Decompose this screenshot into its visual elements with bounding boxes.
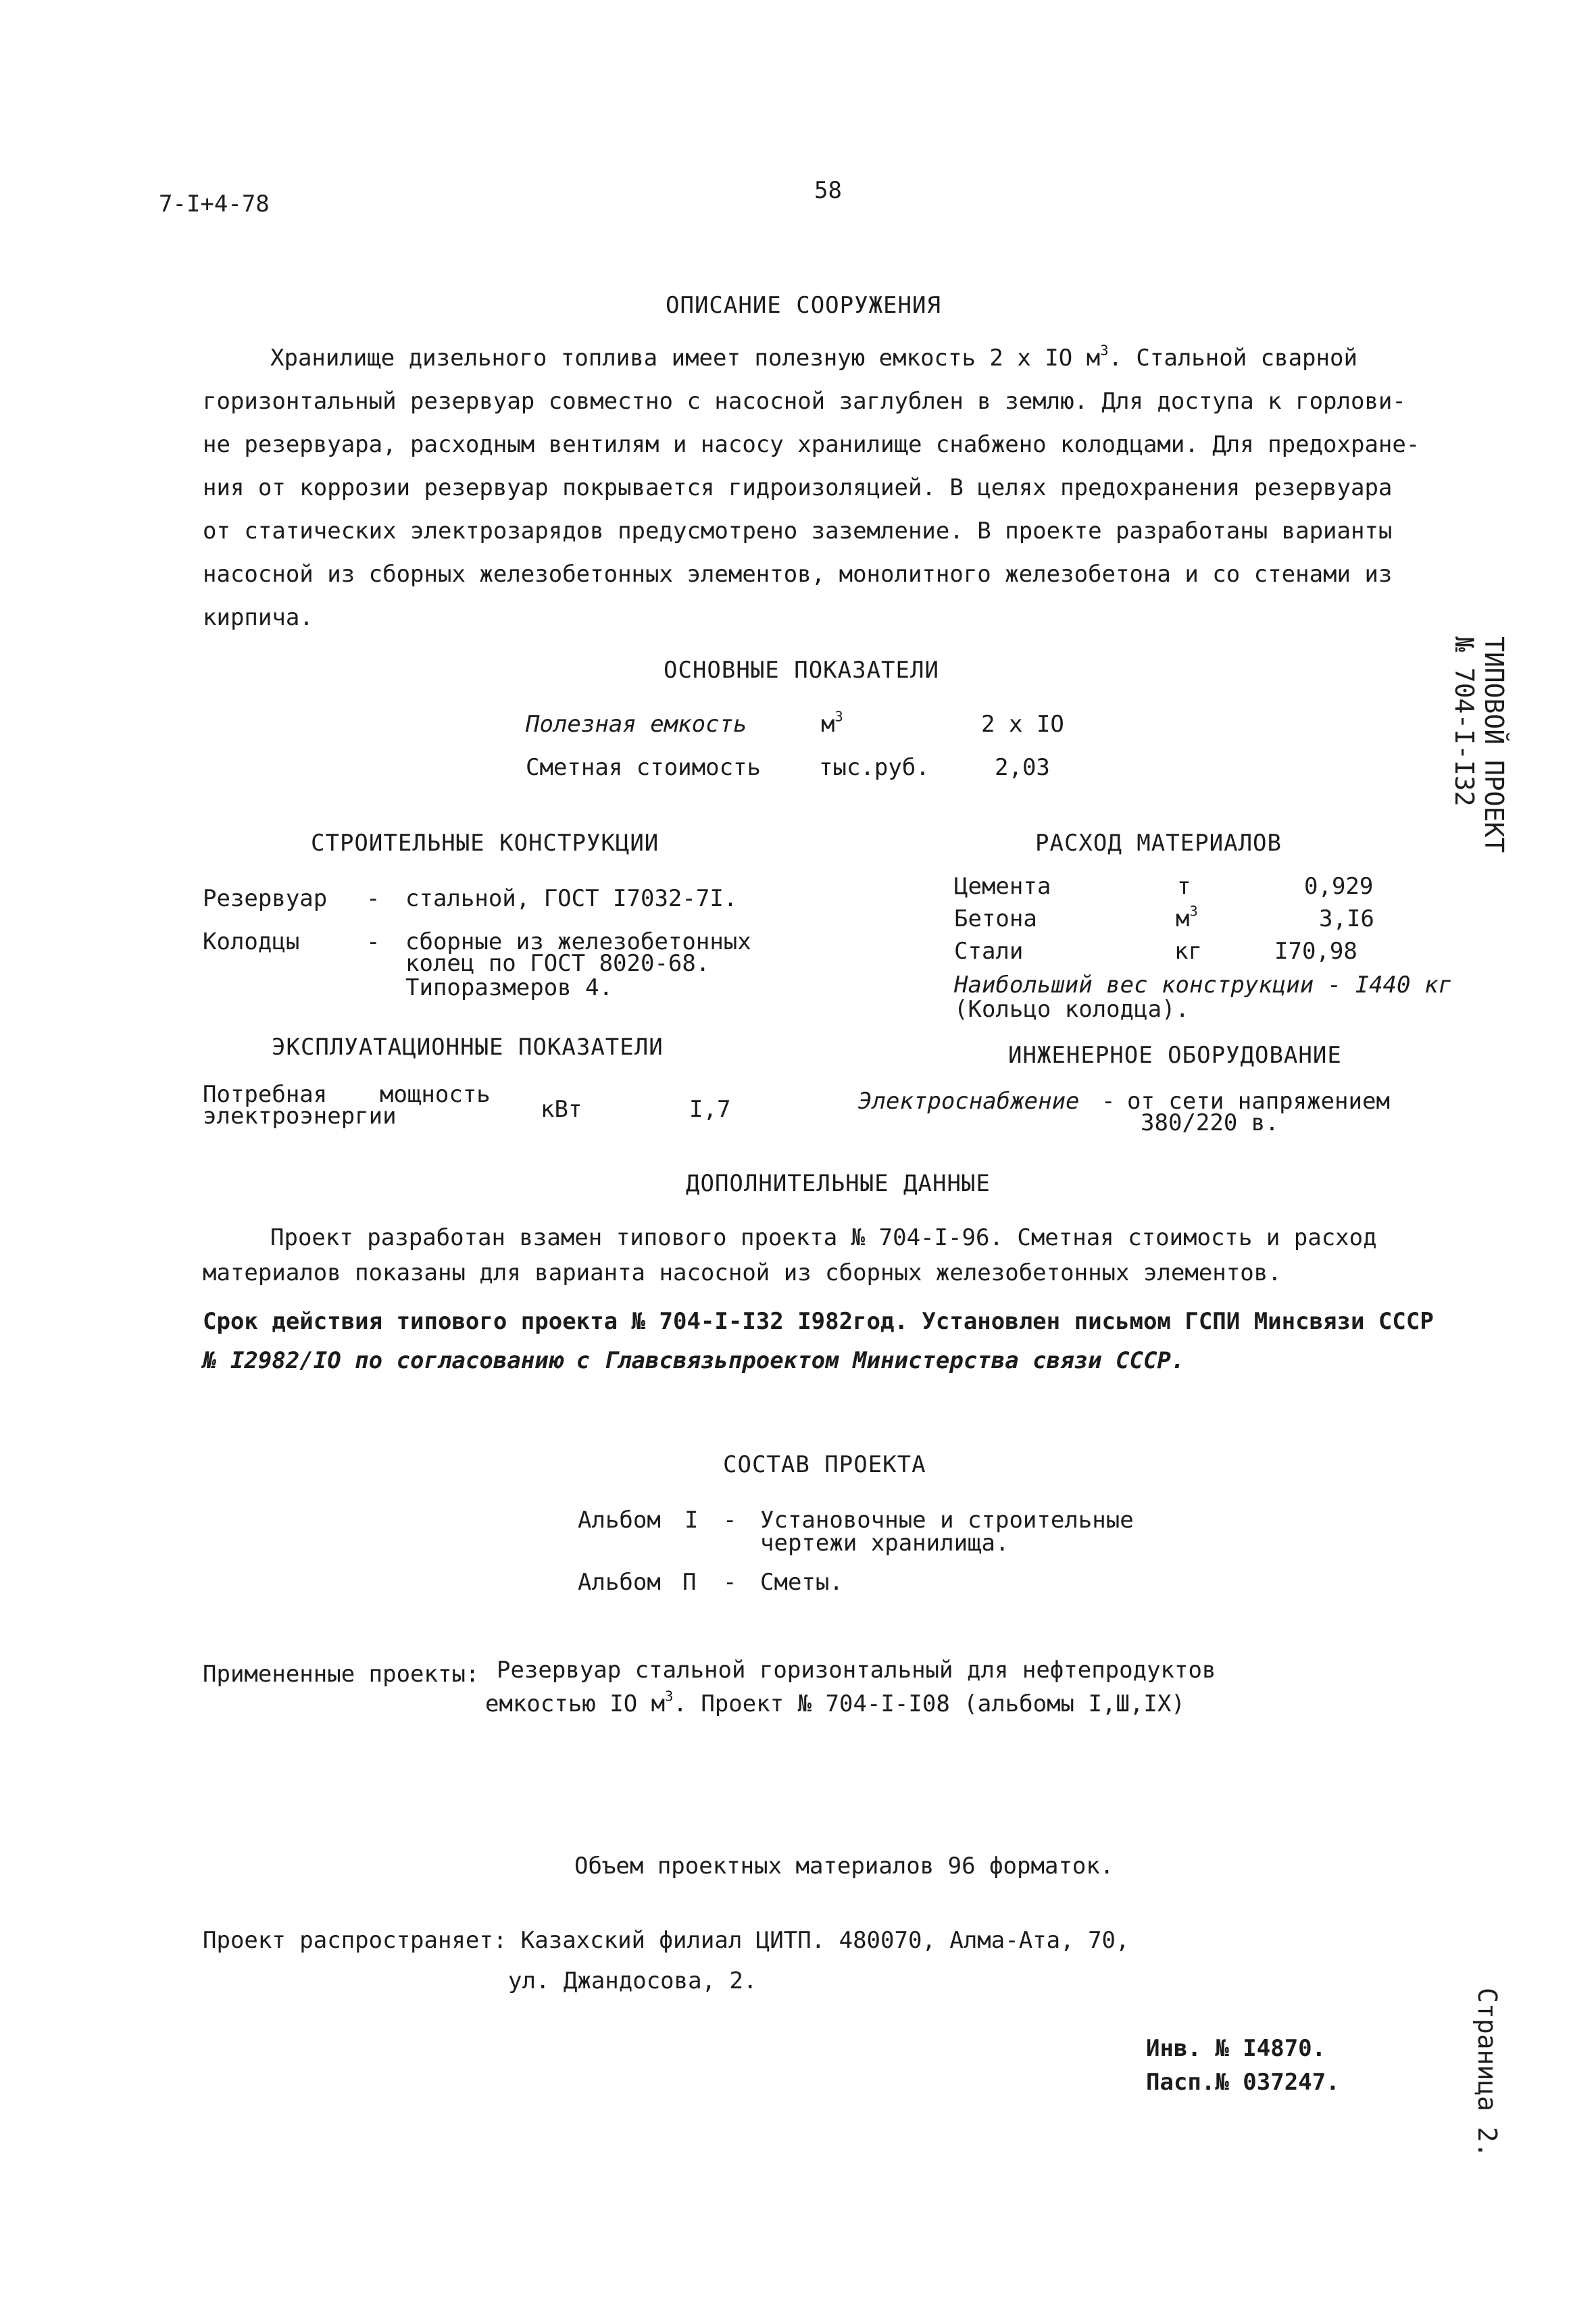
project-stamp-line2: № 704-I-I32 [1449, 636, 1480, 807]
construction-value: стальной, ГОСТ I7032-7I. [405, 885, 738, 912]
max-weight-line2: (Кольцо колодца). [954, 996, 1189, 1023]
main-indicators-title: ОСНОВНЫЕ ПОКАЗАТЕЛИ [664, 657, 939, 684]
construction-value: Типоразмеров 4. [405, 974, 614, 1001]
distributor-line2: ул. Джандосова, 2. [508, 1967, 757, 1994]
operational-title: ЭКСПЛУАТАЦИОННЫЕ ПОКАЗАТЕЛИ [272, 1034, 664, 1061]
applied-projects-line1: Резервуар стальной горизонтальный для нефтепродуктов [497, 1657, 1216, 1684]
description-line-6: насосной из сборных железобетонных элементов, монолитного железобетона и со стенами из [203, 561, 1393, 588]
power-label: электроэнергии [203, 1103, 397, 1130]
document-code: 7-I+4-78 [159, 191, 270, 218]
engineering-title: ИНЖЕНЕРНОЕ ОБОРУДОВАНИЕ [1008, 1042, 1342, 1069]
construction-dash: - [366, 885, 380, 912]
album-number: I [684, 1507, 699, 1534]
project-stamp-line1: ТИПОВОЙ ПРОЕКТ [1479, 636, 1509, 853]
description-line-4: ния от коррозии резервуар покрывается гидроизоляцией. В целях предохранения резервуара [203, 474, 1393, 501]
album-description: Установочные и строительные [760, 1507, 1134, 1534]
side-page-label: Страница 2. [1472, 1988, 1502, 2158]
additional-p1-line2: материалов показаны для варианта насосной из сборных железобетонных элементов. [203, 1259, 1282, 1286]
page-number: 58 [814, 177, 842, 204]
additional-p2-line2: № I2982/IO по согласованию с Главсвязьпроектом Министерства связи СССР. [203, 1347, 1185, 1374]
indicator-value: 2,03 [995, 754, 1050, 781]
indicator-unit: тыс.руб. [819, 754, 930, 781]
material-unit: кг [1174, 938, 1202, 965]
material-unit: $м^3$ [1176, 903, 1198, 932]
album-description: Сметы. [760, 1569, 843, 1596]
composition-title: СОСТАВ ПРОЕКТА [723, 1451, 926, 1478]
album-name: Альбом [578, 1507, 661, 1534]
album-number: П [682, 1569, 697, 1596]
material-value: 0,929 [1304, 873, 1374, 900]
material-name: Цемента [954, 873, 1051, 900]
power-unit: кВт [541, 1096, 582, 1123]
max-weight-line1: Наибольший вес конструкции - I440 кг [954, 972, 1452, 999]
construction-label: Резервуар [203, 885, 328, 912]
power-value: I,7 [689, 1096, 731, 1123]
project-stamp [1449, 636, 1508, 853]
indicator-label: Сметная стоимость [526, 754, 761, 781]
material-name: Стали [954, 938, 1024, 965]
engineering-value: от сети напряжением [1127, 1088, 1390, 1115]
engineering-dash: - [1101, 1088, 1116, 1115]
applied-projects-line2: емкостью IO $м^3$. Проект № 704-I-I08 (альбомы I,Ш,IX) [485, 1688, 1185, 1717]
materials-title: РАСХОД МАТЕРИАЛОВ [1035, 830, 1282, 857]
construction-title: СТРОИТЕЛЬНЫЕ КОНСТРУКЦИИ [311, 830, 659, 857]
description-title: ОПИСАНИЕ СООРУЖЕНИЯ [666, 292, 941, 319]
additional-p2-line1: Срок действия типового проекта № 704-I-I32 I982год. Установлен письмом ГСПИ Минсвязи СССР [203, 1308, 1434, 1335]
engineering-label: Электроснабжение [858, 1088, 1080, 1115]
album-dash: - [723, 1507, 737, 1534]
material-value: I70,98 [1274, 938, 1357, 965]
inventory-number: Инв. № I4870. [1146, 2035, 1326, 2062]
description-line-5: от статических электрозарядов предусмотрено заземление. В проекте разработаны варианты [203, 518, 1393, 545]
applied-projects-label: Примененные проекты: [203, 1661, 480, 1688]
album-name: Альбом [578, 1569, 661, 1596]
material-unit: т [1177, 873, 1191, 900]
indicator-unit: $м^3$ [821, 708, 843, 738]
construction-value: колец по ГОСТ 8020-68. [405, 950, 710, 977]
power-label: мощность [380, 1081, 491, 1108]
description-line-3: не резервуара, расходным вентилям и насосу хранилище снабжено колодцами. Для предохране- [203, 431, 1420, 458]
engineering-value: 380/220 в. [1141, 1109, 1279, 1136]
passport-number: Пасп.№ 037247. [1146, 2069, 1340, 2096]
material-value: 3,I6 [1319, 905, 1374, 932]
material-name: Бетона [954, 905, 1037, 932]
description-line-7: кирпича. [203, 604, 314, 631]
additional-title: ДОПОЛНИТЕЛЬНЫЕ ДАННЫЕ [686, 1170, 991, 1197]
power-label: Потребная [203, 1081, 328, 1108]
construction-value: сборные из железобетонных [405, 928, 751, 955]
album-dash: - [723, 1569, 737, 1596]
indicator-value: 2 х IO [981, 711, 1064, 738]
construction-label: Колодцы [203, 928, 300, 955]
description-line-1: Хранилище дизельного топлива имеет полезную емкость 2 х IO $м^3$. Стальной сварной [270, 342, 1357, 372]
distributor-line1: Проект распространяет: Казахский филиал ЦИТП. 480070, Алма-Ата, 70, [203, 1927, 1130, 1954]
description-line-2: горизонтальный резервуар совместно с насосной заглублен в землю. Для доступа к горлови- [203, 388, 1406, 415]
indicator-label: Полезная емкость [526, 711, 747, 738]
volume-note: Объем проектных материалов 96 форматок. [574, 1853, 1114, 1880]
construction-dash: - [366, 928, 380, 955]
additional-p1-line1: Проект разработан взамен типового проекта № 704-I-96. Сметная стоимость и расход [270, 1224, 1377, 1251]
album-description: чертежи хранилища. [760, 1530, 1009, 1557]
